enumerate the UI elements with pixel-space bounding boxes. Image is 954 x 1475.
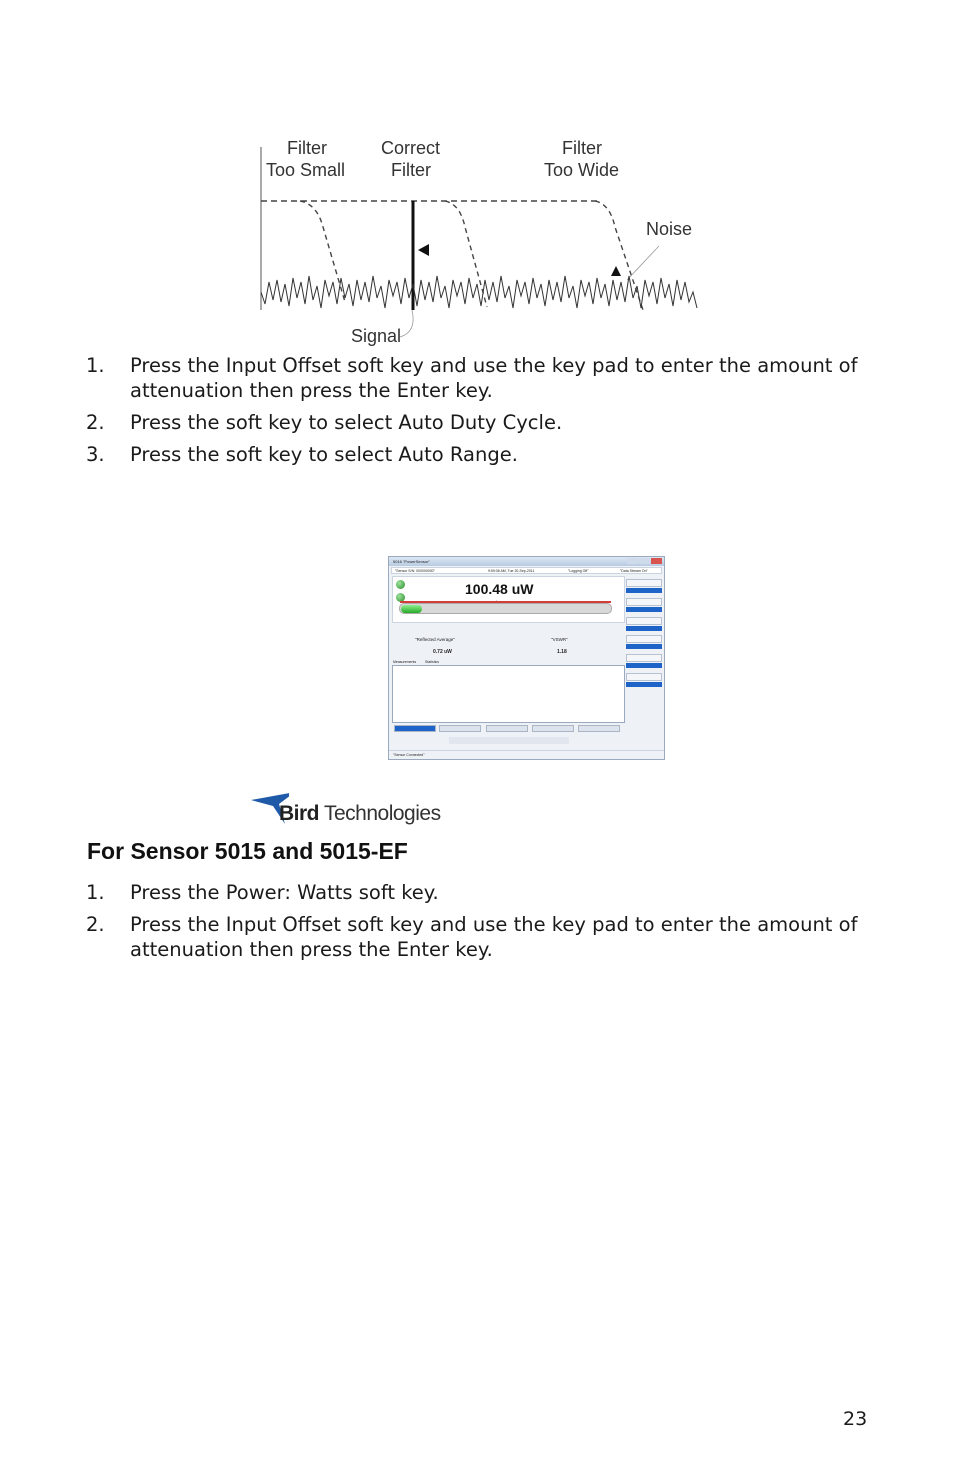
noise-waveform [261,276,697,308]
label-noise: Noise [646,219,693,239]
soft-key-value [626,682,662,687]
step-number: 1. [86,354,105,377]
status-led-icon [396,580,405,589]
stream-text: "Data Stream On" [620,569,648,573]
soft-key-column [626,576,662,716]
tab-amplitude[interactable] [532,725,574,732]
power-bar-limit [400,601,611,603]
list-item [86,880,876,905]
step-number: 2. [86,913,105,936]
soft-key-ccdf-limit[interactable] [626,673,662,681]
list-item [86,912,876,962]
signal-leader [400,310,413,337]
signal-arrow-icon [418,244,429,256]
table-row [397,677,619,684]
close-icon [651,558,662,564]
power-bar [399,603,612,614]
label-filter-small-1: Filter [287,138,327,158]
datetime-text: 9:59:06 AM, Tue 20-Sep-2011 [488,569,535,573]
soft-key-value [626,588,662,593]
status-row [391,567,662,574]
reflected-average-value: 0.72 uW [433,649,452,655]
tab-measurement[interactable] [439,725,481,732]
soft-key-duty-cycle[interactable] [626,635,662,643]
logo-bird-text: Bird [279,802,319,825]
forward-average-value: 100.48 uW [465,581,534,597]
table-row [397,684,619,691]
power-sensor-screenshot [388,556,665,760]
soft-key-value [626,663,662,668]
vswr-value: 1.18 [557,649,567,655]
maximize-icon [639,558,650,564]
tab-file[interactable] [578,725,620,732]
step-text: Press the Power: Watts soft key. [130,881,439,904]
step-number: 2. [86,411,105,434]
label-correct-2: Filter [391,160,431,180]
label-signal: Signal [351,326,402,346]
step-text: Press the soft key to select Auto Duty Cycle. [130,411,563,434]
table-row [397,705,619,712]
tab-units[interactable] [486,725,528,732]
tab-statistics[interactable]: Statistics [425,660,440,664]
section-heading: For Sensor 5015 and 5015-EF [87,838,408,864]
list-item [86,442,876,467]
window-title: 5016 "PowerSensor" [393,559,430,564]
soft-key-value [626,644,662,649]
page-number: 23 [843,1408,868,1430]
noise-leader [627,246,659,280]
vswr-label: "VSWR" [551,637,568,642]
step-text: Press the Input Offset soft key and use the key pad to enter the amount of attenuation then press the Enter key. [130,354,858,402]
soft-key-meter-range[interactable] [626,654,662,662]
window-titlebar [389,557,664,566]
reflected-average-label: "Reflected Average" [415,637,455,642]
connection-status: "Sensor Connected" [393,753,425,757]
measurements-table [392,665,625,723]
step-number: 3. [86,443,105,466]
filter-diagram [255,132,705,352]
table-row [397,698,619,705]
logo-technologies-text: Technologies [324,802,441,825]
window-footer [389,750,664,759]
playback-controls[interactable] [449,737,569,744]
soft-key-value [626,607,662,612]
table-row [397,670,619,677]
bird-technologies-logo [249,788,449,833]
main-readout-panel [392,576,625,623]
label-correct-1: Correct [381,138,441,158]
soft-key-filter[interactable] [626,617,662,625]
step-text: Press the soft key to select Auto Range. [130,443,518,466]
logging-text: "Logging Off" [568,569,589,573]
noise-arrow-icon [611,266,621,276]
soft-key-input-offset[interactable] [626,579,662,587]
serial-text: "Sensor S/N: 000000000" [395,569,435,573]
tab-measurements[interactable]: Measurements [393,660,417,664]
power-bar-fill [401,605,422,613]
list-item [86,410,876,435]
step-text: Press the Input Offset soft key and use the key pad to enter the amount of attenuation then press the Enter key. [130,913,858,961]
minimize-icon [627,558,638,564]
label-filter-small-2: Too Small [266,160,346,180]
steps-list-top [86,353,876,474]
bottom-tabs [392,725,623,732]
steps-list-bottom [86,880,876,969]
filter-curve-small [300,201,345,302]
label-filter-wide-2: Too Wide [544,160,620,180]
soft-key-value [626,626,662,631]
label-filter-wide-1: Filter [562,138,602,158]
window-controls [626,558,662,565]
list-item [86,353,876,403]
soft-key-match-offset[interactable] [626,598,662,606]
tab-configure[interactable] [394,725,436,732]
step-number: 1. [86,881,105,904]
table-row [397,691,619,698]
